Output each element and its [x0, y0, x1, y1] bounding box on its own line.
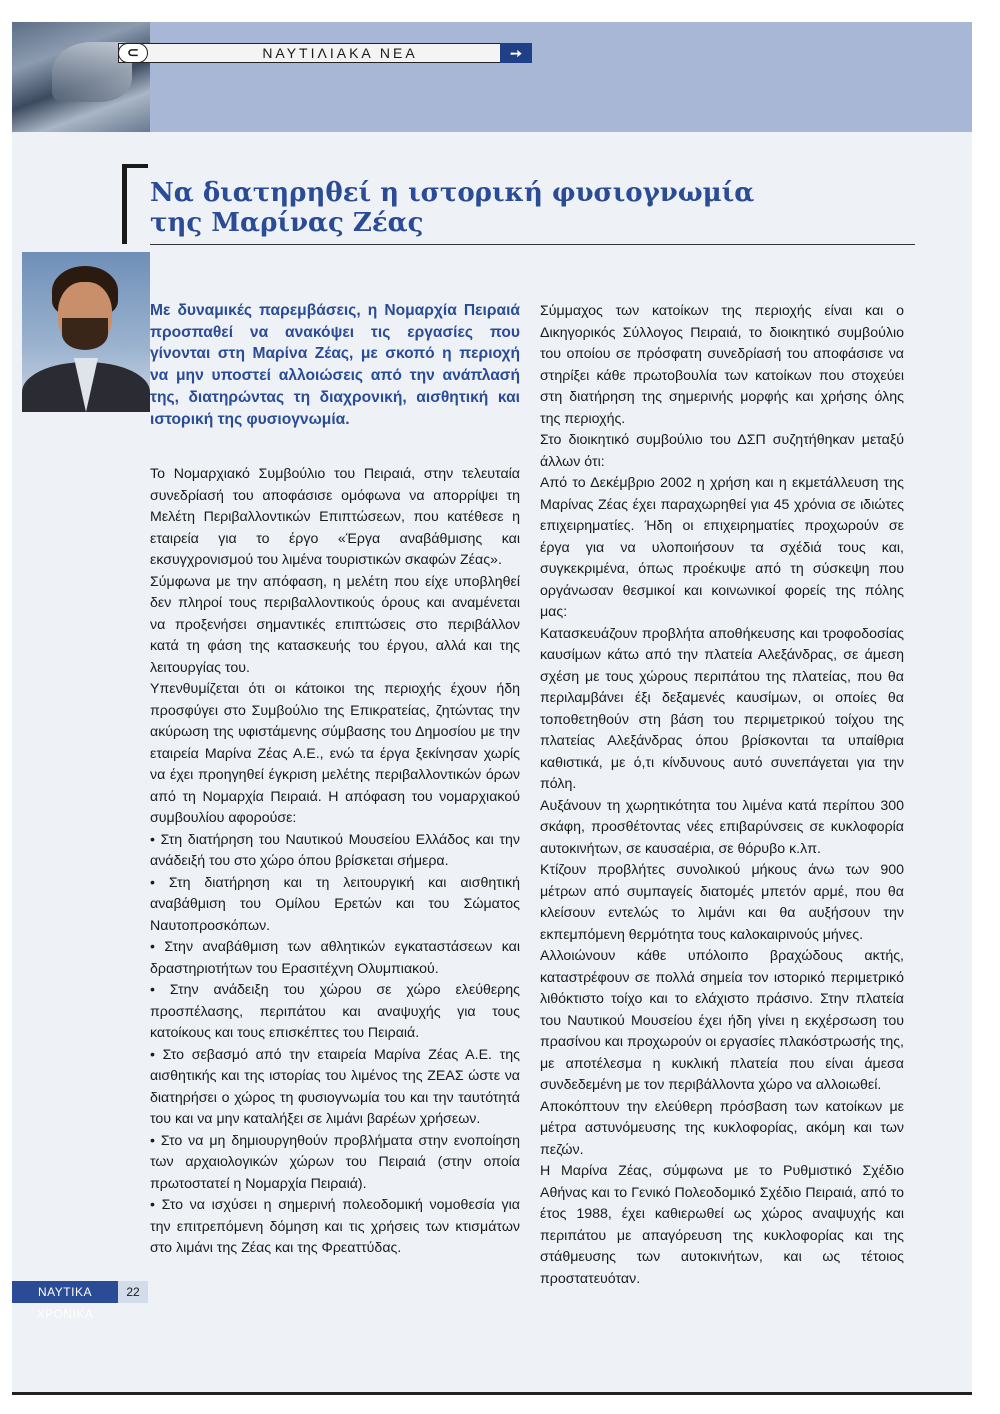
bottom-rule: [12, 1392, 972, 1395]
paragraph: Σύμμαχος των κατοίκων της περιοχής είναι και ο Δικηγορικός Σύλλογος Πειραιά, το διοικητικό συμβούλιο του οποίου σε πρόσφατη συνεδρίασή του αποφάσισε να στηρίξει κάθε πρωτοβουλία των κατοίκων που στοχεύει στη διατήρηση της σημερινής μορφής και χρήσης όλης της περιοχής.: [540, 303, 904, 427]
paragraph: Στο διοικητικό συμβούλιο του ΔΣΠ συζητήθηκαν μεταξύ άλλων ότι:: [540, 432, 904, 470]
article-title: [150, 178, 910, 238]
paragraph: Αποκόπτουν την ελεύθερη πρόσβαση των κατοίκων με μέτρα αστυνόμευσης της κυκλοφορίας, ακόμη και των πεζών.: [540, 1098, 904, 1158]
bullet-item: • Στην ανάδειξη του χώρου σε χώρο ελεύθερης προσπέλασης, περιπάτου και αναψυχής για τους κατοίκους και τους επισκέπτες του Πειραιά.: [150, 982, 520, 1041]
paragraph: Κατασκευάζουν προβλήτα αποθήκευσης και τροφοδοσίας καυσίμων κάτω από την πλατεία Αλεξάνδρας, σε άμεση σχέση με τους χώρους περιπάτου της πλατείας, που θα περιλαμβάνει έξι δεξαμενές καυσίμων, οι οποίες θα τοποθετηθούν στη βάση του περιμετρικού τοίχου της πλατείας Αλεξάνδρας όπου βρίσκονται τα υπαίθρια καθιστικά, με ό,τι κίνδυνους αυτό συνεπάγεται για την πόλη.: [540, 625, 904, 792]
article-lead: Με δυναμικές παρεμβάσεις, η Νομαρχία Πειραιά προσπαθεί να ανακόψει τις εργασίες που γίνονται στη Μαρίνα Ζέας, με σκοπό η περιοχή να μην υποστεί αλλοιώσεις από την ανάπλασή της, διατηρώντας τη διαχρονική, αισθητική και ιστορική της φυσιογνωμία.: [150, 302, 520, 428]
paragraph: Υπενθυμίζεται ότι οι κάτοικοι της περιοχής έχουν ήδη προσφύγει στο Συμβούλιο της Επικρατείας, ζητώντας την ακύρωση της υφιστάμενης σύμβασης του Δημοσίου με την εταιρεία Μαρίνα Ζέας Α.Ε., ενώ τα έργα ξεκίνησαν χωρίς να έχει προηγηθεί έγκριση μελέτης περιβαλλοντικών όρων από τη Νομαρχία Πειραιά. Η απόφαση του νομαρχιακού συμβουλίου αφορούσε:: [150, 681, 520, 826]
paragraph: Αυξάνουν τη χωρητικότητα του λιμένα κατά περίπου 300 σκάφη, προσθέτοντας νέες επιβαρύνσεις σε κυκλοφορία αυτοκινήτων, σε καυσαέρια, σε θόρυβο κ.λπ.: [540, 797, 904, 857]
bullet-item: • Στο σεβασμό από την εταιρεία Μαρίνα Ζέας Α.Ε. της αισθητικής και της ιστορίας του λιμένος της ΖΕΑΣ ώστε να διατηρήσει ο χώρος τη φυσιογνωμία του και την ταυτότητά του και να μην καταλήξει σε λιμάνι βαρέων χρήσεων.: [150, 1046, 520, 1127]
bullet-item: • Στη διατήρηση του Ναυτικού Μουσείου Ελλάδος και την ανάδειξή του στο χώρο όπου βρίσκεται σήμερα.: [150, 831, 520, 869]
next-arrow-icon[interactable]: ➙: [500, 43, 532, 63]
bullet-item: • Στη διατήρηση και τη λειτουργική και αισθητική αναβάθμιση του Ομίλου Ερετών και του Σώματος Ναυτοπροσκόπων.: [150, 874, 520, 934]
title-bracket: [122, 164, 127, 244]
magazine-name: ΝΑΥΤΙΚΑ ΧΡΟΝΙΚΑ: [12, 1281, 118, 1303]
paragraph: Κτίζουν προβλήτες συνολικού μήκους άνω των 900 μέτρων από συμπαγείς διατομές μπετόν αρμέ, που θα κλείσουν εντελώς το λιμάνι και θα αυξήσουν την εκπεμπόμενη θερμότητα τους καλοκαιρινούς μήνες.: [540, 862, 904, 943]
left-column: [150, 464, 520, 1260]
title-bracket-top: [122, 164, 148, 168]
header-photo: [12, 22, 150, 132]
page-number: 22: [118, 1281, 148, 1303]
author-portrait: [22, 252, 150, 412]
paragraph: Αλλοιώνουν κάθε υπόλοιπο βραχώδους ακτής, καταστρέφουν σε πολλά σημεία τον ιστορικό περιμετρικό λιθόκτιστο τοίχο και το ελάχιστο πράσινο. Στην πλατεία του Ναυτικού Μουσείου έχει ήδη γίνει η εκχέρσωση του πρασίνου και προχωρούν οι εργασίες πλακόστρωσής της, με αποτέλεσμα η κυκλική πλατεία που είναι άμεσα συνδεδεμένη με τον περιβάλλοντα χώρο να αλλοιωθεί.: [540, 948, 904, 1093]
paragraph: Το Νομαρχιακό Συμβούλιο του Πειραιά, στην τελευταία συνεδρίασή του αποφάσισε ομόφωνα να απορρίψει τη Μελέτη Περιβαλλοντικών Επιπτώσεων, που κατέθεσε η εταιρεία για το έργο «Έργα αναβάθμισης και εκσυγχρονισμού του λιμένα τουριστικών σκαφών Ζέας».: [150, 466, 520, 568]
prev-arrow-icon[interactable]: ⊂: [118, 43, 148, 63]
article-title-line2: της Μαρίνας Ζέας: [150, 208, 424, 238]
section-title: ΝΑΥΤΙΛΙΑΚΑ ΝΕΑ: [262, 45, 418, 61]
paragraph: Σύμφωνα με την απόφαση, η μελέτη που είχε υποβληθεί δεν πληροί τους περιβαλλοντικούς όρους και αναμένεται να προξενήσει σημαντικές επιπτώσεις στο περιβάλλον κατά τη φάση της κατασκευής του έργου, αλλά και της λειτουργίας του.: [150, 573, 520, 676]
right-column: [540, 301, 904, 1290]
bullet-item: • Στην αναβάθμιση των αθλητικών εγκαταστάσεων και δραστηριοτήτων του Ερασιτέχνη Ολυμπιακού.: [150, 939, 520, 977]
paragraph: Από το Δεκέμβριο 2002 η χρήση και η εκμετάλλευση της Μαρίνας Ζέας έχει παραχωρηθεί για 45 χρόνια σε ιδιώτες επιχειρηματίες. Ήδη οι επιχειρηματίες προχωρούν σε έργα για να υλοποιήσουν τα σχέδιά τους και, συγκεκριμένα, όπως προέκυψε από τη σύσκεψη που οργάνωσαν θεσμικοί και κοινωνικοί φορείς της πόλης μας:: [540, 475, 904, 620]
header-band: [150, 22, 972, 132]
article-title-line1: Να διατηρηθεί η ιστορική φυσιογνωμία: [150, 178, 755, 208]
title-rule: [150, 244, 915, 245]
bullet-item: • Στο να ισχύσει η σημερινή πολεοδομική νομοθεσία για την επιτρεπόμενη δόμηση και τις χρήσεις των κτισμάτων στο λιμάνι της Ζέας και της Φρεαττύδας.: [150, 1197, 520, 1256]
paragraph: Η Μαρίνα Ζέας, σύμφωνα με το Ρυθμιστικό Σχέδιο Αθήνας και το Γενικό Πολεοδομικό Σχέδιο Πειραιά, από το έτος 1988, έχει καθιερωθεί ως χώρος αναψυχής και περιπάτου με απαγόρευση της κυκλοφορίας και της στάθμευσης των αυτοκινήτων, και ως τέτοιος προστατευόταν.: [540, 1163, 904, 1287]
bullet-item: • Στο να μη δημιουργηθούν προβλήματα στην ενοποίηση των αρχαιολογικών χώρων του Πειραιά (στην οποία πρωτοστατεί η Νομαρχία Πειραιά).: [150, 1132, 520, 1192]
